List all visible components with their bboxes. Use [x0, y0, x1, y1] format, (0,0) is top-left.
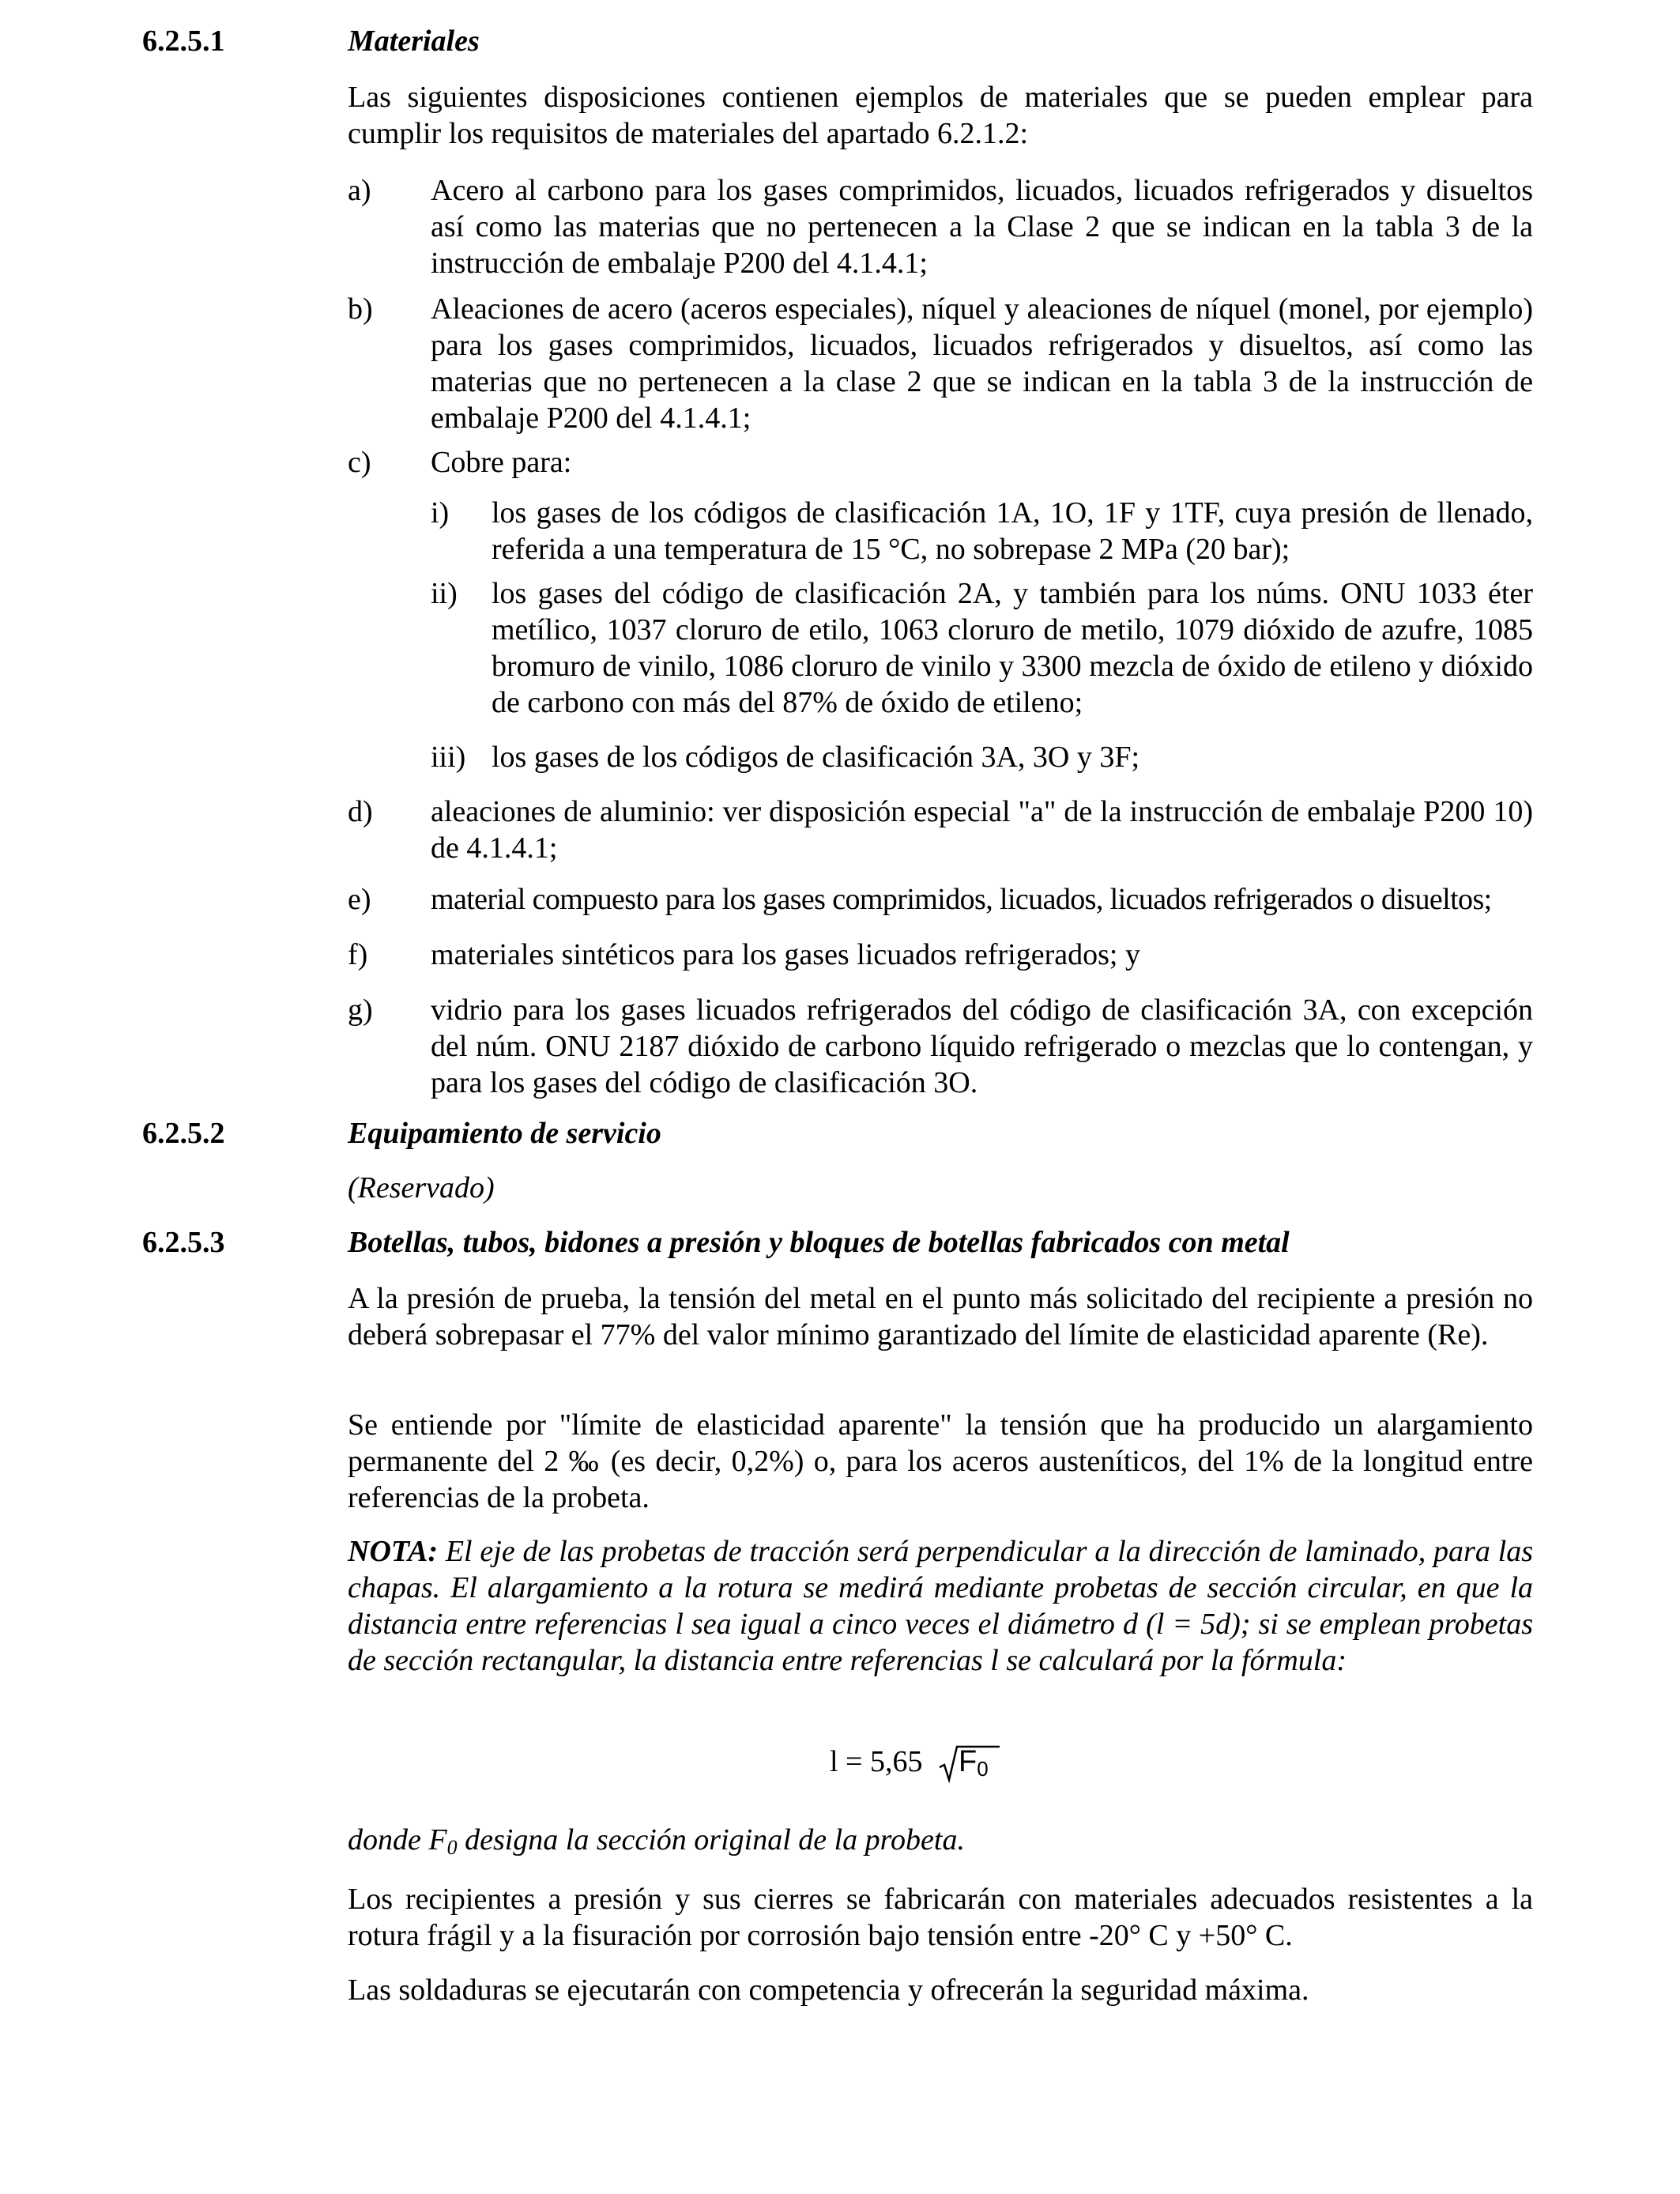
item-c-text: Cobre para: [431, 446, 572, 479]
section-title-materiales: Materiales [348, 25, 480, 58]
item-c-label: c) [348, 446, 371, 479]
paragraph-recipientes: Los recipientes a presión y sus cierres se fabricarán con materiales adecuados resistentes a la rotura frágil y a la fisuración por corrosión bajo tensión entre -20° C y +50° C. [348, 1883, 1533, 1952]
subitem-iii-label: iii) [431, 741, 466, 774]
formula [830, 1744, 989, 1787]
donde-line [348, 1822, 1533, 1866]
subitem-i-text: los gases de los códigos de clasificación 1A, 1O, 1F y 1TF, cuya presión de llenado, referida a una temperatura de 15 °C, no sobrepase 2 MPa (20 bar); [492, 496, 1533, 566]
subitem-iii-text: los gases de los códigos de clasificación 3A, 3O y 3F; [492, 741, 1140, 774]
donde-subscript: 0 [446, 1836, 458, 1859]
item-a-label: a) [348, 174, 371, 207]
nota-text: El eje de las probetas de tracción será perpendicular a la dirección de laminado, para las chapas. El alargamiento a la rotura se medirá mediante probetas de sección circular, en que la distancia entre referencias l sea igual a cinco veces el diámetro d (l = 5d); si se emplean probetas de sección rectangular, la distancia entre referencias l se calculará por la fórmula: [348, 1535, 1533, 1677]
section-number-6-2-5-1: 6.2.5.1 [142, 25, 225, 58]
section-title-botellas: Botellas, tubos, bidones a presión y bloques de botellas fabricados con metal [348, 1226, 1290, 1259]
section-number-6-2-5-3: 6.2.5.3 [142, 1226, 225, 1259]
formula-variable: F [959, 1745, 977, 1778]
section-title-equipamiento: Equipamiento de servicio [348, 1117, 661, 1150]
radical-sign-icon [938, 1744, 1001, 1785]
item-f-text: materiales sintéticos para los gases licuados refrigerados; y [431, 938, 1140, 971]
paragraph-soldaduras: Las soldaduras se ejecutarán con competencia y ofrecerán la seguridad máxima. [348, 1973, 1309, 2007]
nota-paragraph [348, 1533, 1533, 1679]
paragraph-presion-prueba: A la presión de prueba, la tensión del metal en el punto más solicitado del recipiente a presión no deberá sobrepasar el 77% del valor mínimo garantizado del límite de elasticidad aparente (Re). [348, 1282, 1533, 1351]
item-d-text: aleaciones de aluminio: ver disposición especial "a" de la instrucción de embalaje P200 10) de 4.1.4.1; [431, 795, 1533, 865]
formula-subscript: 0 [977, 1757, 989, 1781]
item-e-text: material compuesto para los gases comprimidos, licuados, licuados refrigerados o disueltos; [431, 883, 1492, 916]
reservado-text: (Reservado) [348, 1171, 495, 1204]
paragraph-limite-elasticidad: Se entiende por "límite de elasticidad aparente" la tensión que ha producido un alargamiento permanente del 2 ‰ (es decir, 0,2%) o, para los aceros austeníticos, del 1% de la longitud entre referencias de la probeta. [348, 1408, 1533, 1514]
intro-paragraph: Las siguientes disposiciones contienen ejemplos de materiales que se pueden emplear para cumplir los requisitos de materiales del apartado 6.2.1.2: [348, 81, 1533, 150]
section-number-6-2-5-2: 6.2.5.2 [142, 1117, 225, 1150]
formula-lhs: l = 5,65 [830, 1745, 923, 1778]
item-b-label: b) [348, 292, 373, 326]
donde-suffix: designa la sección original de la probeta. [457, 1823, 965, 1857]
subitem-i-label: i) [431, 496, 450, 530]
item-e-label: e) [348, 883, 371, 916]
item-f-label: f) [348, 938, 368, 971]
subitem-ii-label: ii) [431, 577, 458, 610]
item-a-text: Acero al carbono para los gases comprimidos, licuados, licuados refrigerados y disueltos así como las materias que no pertenecen a la Clase 2 que se indican en la tabla 3 de la instrucción de embalaje P200 del 4.1.4.1; [431, 174, 1533, 280]
square-root [938, 1744, 989, 1787]
nota-label: NOTA: [348, 1535, 438, 1568]
subitem-ii-text: los gases del código de clasificación 2A, y también para los núms. ONU 1033 éter metílico, 1037 cloruro de etilo, 1063 cloruro de metilo, 1079 dióxido de azufre, 1085 bromuro de vinilo, 1086 cloruro de vinilo y 3300 mezcla de óxido de etileno y dióxido de carbono con más del 87% de óxido de etileno; [492, 577, 1533, 719]
item-g-label: g) [348, 993, 373, 1027]
item-g-text: vidrio para los gases licuados refrigerados del código de clasificación 3A, con excepción del núm. ONU 2187 dióxido de carbono líquido refrigerado o mezclas que lo contengan, y para los gases del código de clasificación 3O. [431, 993, 1533, 1099]
item-d-label: d) [348, 795, 373, 828]
item-b-text: Aleaciones de acero (aceros especiales), níquel y aleaciones de níquel (monel, por ejemplo) para los gases comprimidos, licuados, licuados refrigerados y disueltos, así como las materias que no pertenecen a la clase 2 que se indican en la tabla 3 de la instrucción de embalaje P200 del 4.1.4.1; [431, 292, 1533, 435]
donde-prefix: donde F [348, 1823, 447, 1857]
